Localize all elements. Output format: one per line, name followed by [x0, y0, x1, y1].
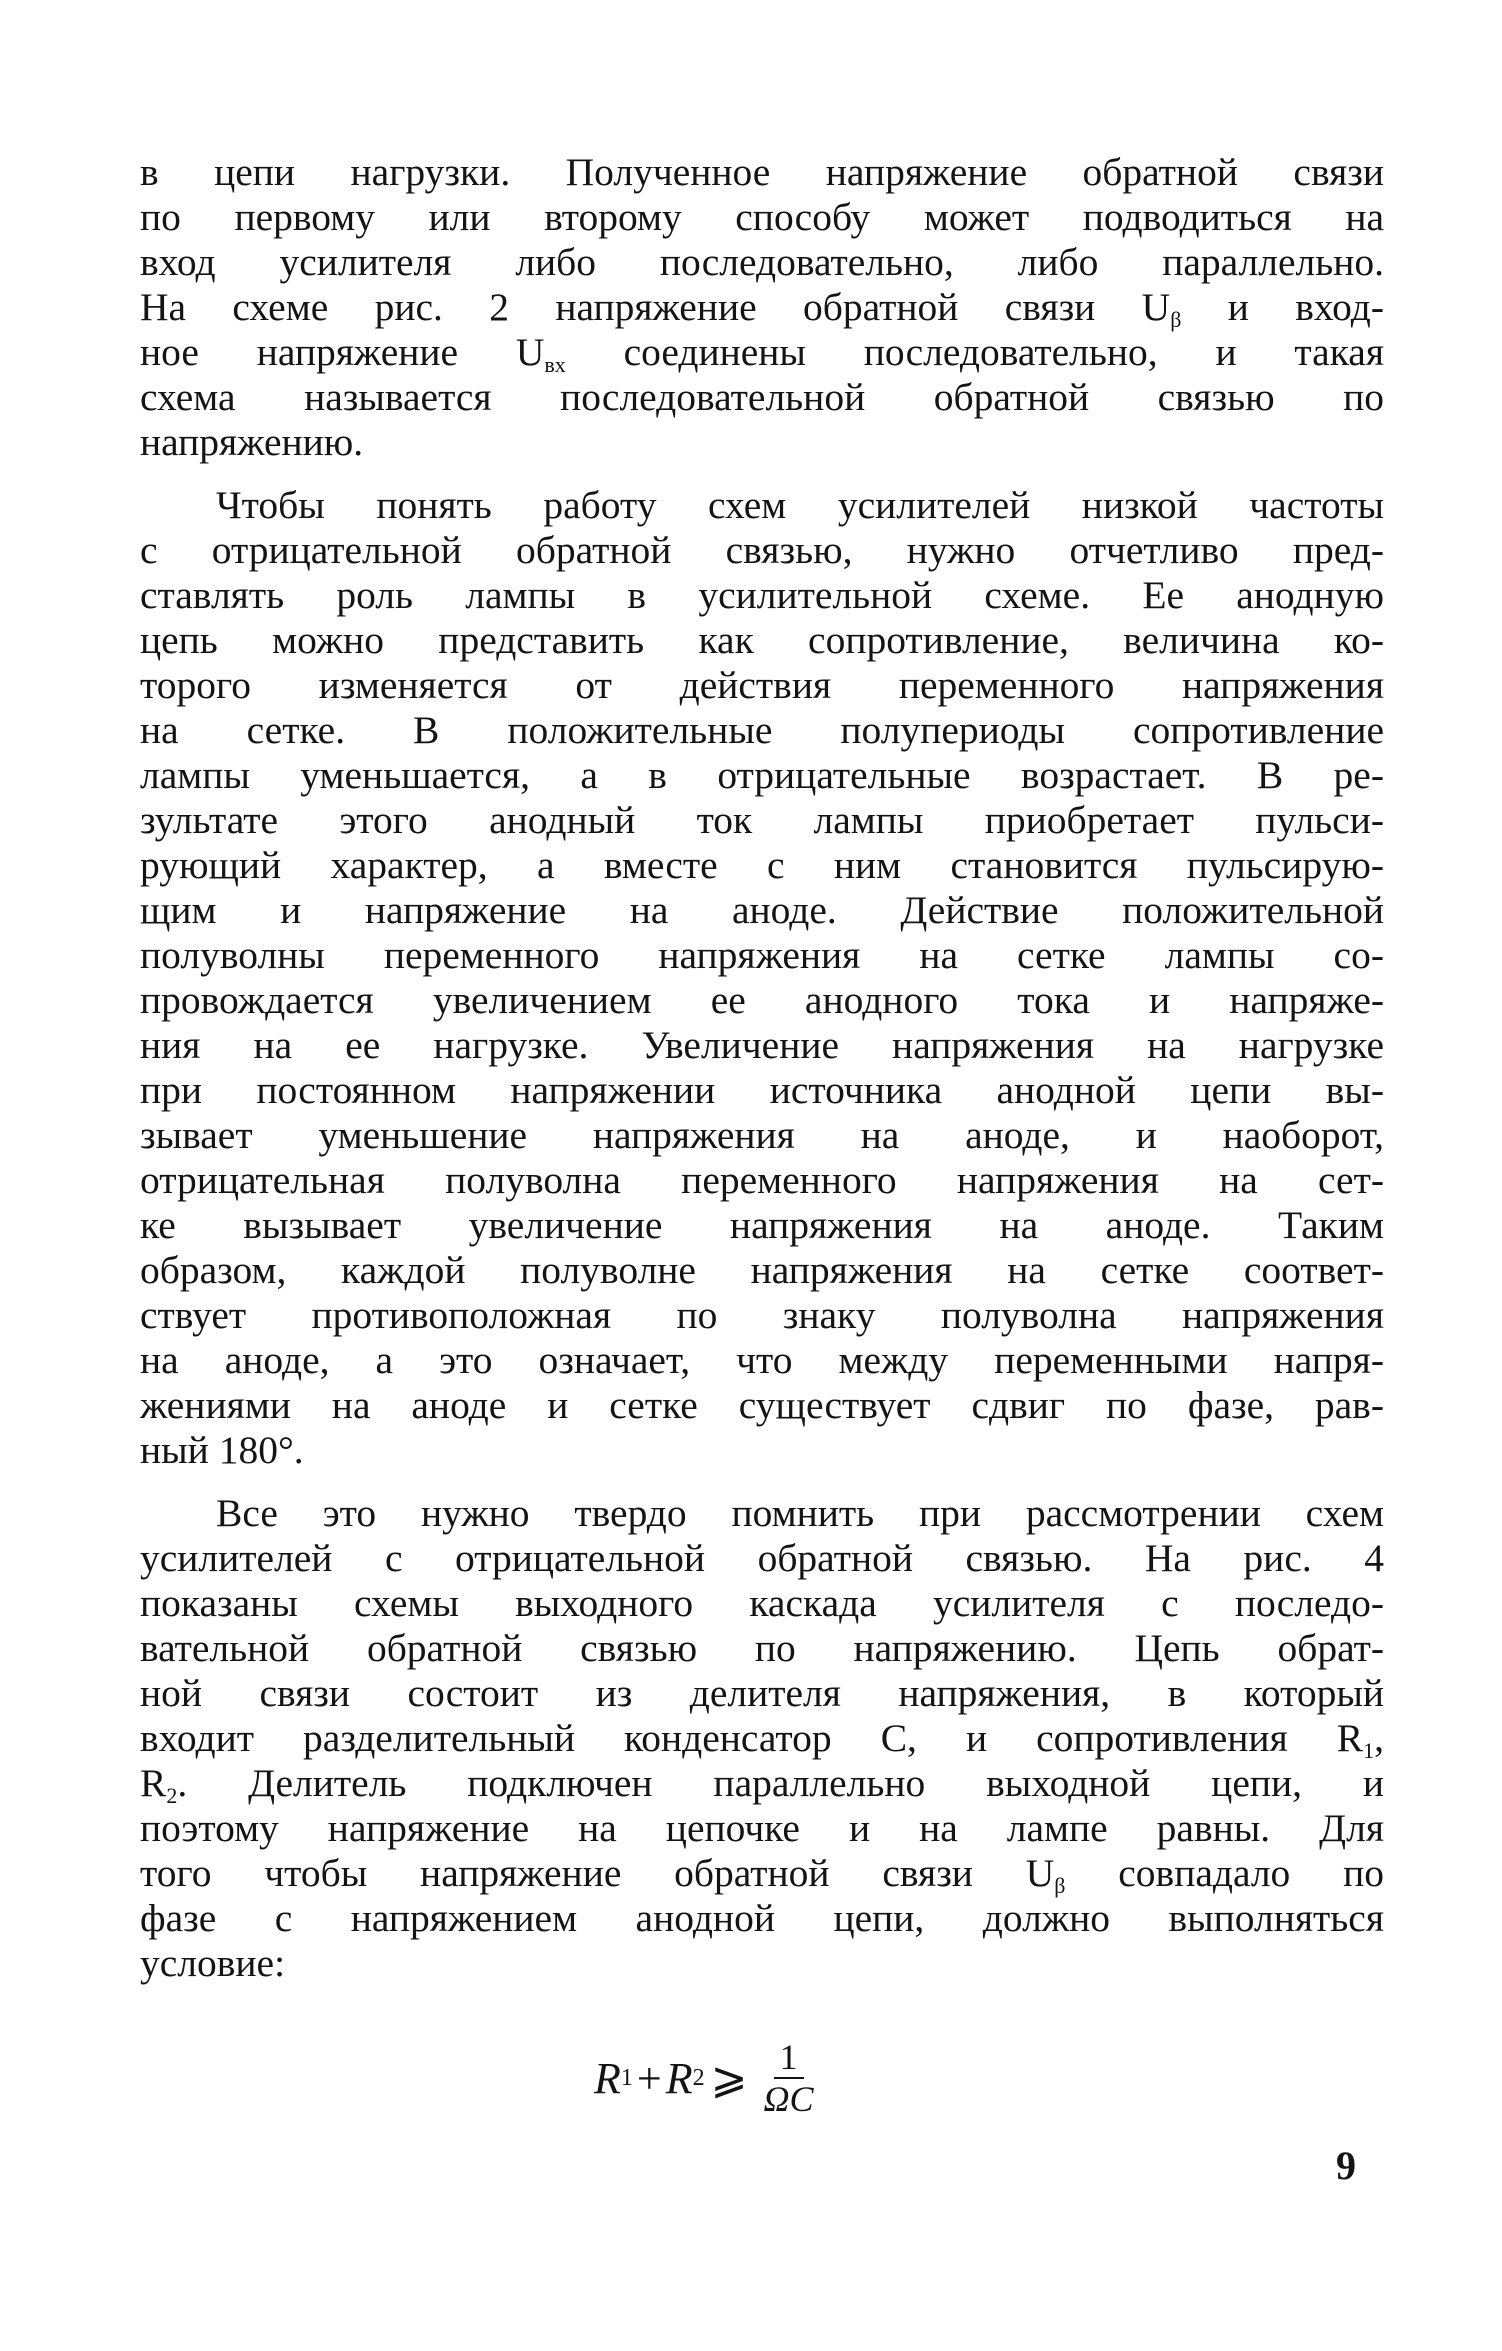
paragraph-3 — [140, 1491, 1384, 1986]
text-line — [140, 330, 1384, 375]
body-text — [140, 150, 1384, 2004]
condition-formula — [594, 2038, 894, 2118]
formula-plus: + — [636, 2053, 662, 2103]
text-line: торого изменяется от действия переменного напряжения — [140, 663, 1384, 707]
subscript-2: 2 — [166, 1783, 178, 1808]
line-tail: соединены последовательно, и такая — [565, 330, 1385, 374]
text-line: полуволны переменного напряжения на сетке лампы со- — [140, 933, 1384, 977]
subscript-beta: β — [1170, 307, 1182, 332]
line-tail: , — [1374, 1716, 1384, 1760]
text-line: Все это нужно твердо помнить при рассмотрении схем — [216, 1491, 1384, 1535]
text-line: при постоянном напряжении источника анодной цепи вы- — [140, 1068, 1384, 1112]
text-line: усилителей с отрицательной обратной связью. На рис. 4 — [140, 1536, 1384, 1580]
text-line: по первому или второму способу может подводиться на — [140, 195, 1384, 239]
subscript-1: 1 — [1363, 1738, 1375, 1763]
line-text: ное напряжение U — [140, 330, 545, 374]
text-line: напряжению. — [140, 420, 364, 464]
text-line: лампы уменьшается, а в отрицательные возрастает. В ре- — [140, 753, 1384, 797]
text-line — [140, 1761, 1384, 1806]
text-line: вательной обратной связью по напряжению. Цепь обрат- — [140, 1626, 1384, 1670]
text-line: поэтому напряжение на цепочке и на лампе равны. Для — [140, 1806, 1384, 1850]
text-line: на сетке. В положительные полупериоды сопротивление — [140, 708, 1384, 752]
line-text: R — [140, 1761, 167, 1805]
text-line: рующий характер, а вместе с ним становится пульсирую- — [140, 843, 1384, 887]
text-line: на аноде, а это означает, что между переменными напря- — [140, 1338, 1384, 1382]
formula-numerator: 1 — [774, 2037, 804, 2079]
text-line: условие: — [140, 1941, 286, 1985]
text-line: ке вызывает увеличение напряжения на аноде. Таким — [140, 1203, 1384, 1247]
text-line: в цепи нагрузки. Полученное напряжение обратной связи — [140, 150, 1384, 194]
text-line — [140, 285, 1384, 330]
formula-fraction — [763, 2037, 813, 2119]
line-tail: и вход- — [1181, 285, 1384, 329]
line-text: входит разделительный конденсатор C, и сопротивления R — [140, 1716, 1364, 1760]
text-line: ный 180°. — [140, 1428, 304, 1472]
text-line: ставлять роль лампы в усилительной схеме. Ее анодную — [140, 573, 1384, 617]
formula-r1: R — [594, 2053, 621, 2103]
text-line: жениями на аноде и сетке существует сдвиг по фазе, рав- — [140, 1383, 1384, 1427]
text-line — [140, 1851, 1384, 1896]
text-line: ствует противоположная по знаку полуволна напряжения — [140, 1293, 1384, 1337]
text-line: ния на ее нагрузке. Увеличение напряжения на нагрузке — [140, 1023, 1384, 1067]
formula-r1-sub: 1 — [620, 2064, 633, 2091]
subscript-vx: вх — [544, 352, 566, 377]
line-text: На схеме рис. 2 напряжение обратной связи U — [140, 285, 1171, 329]
text-line: схема называется последовательной обратной связью по — [140, 375, 1384, 419]
text-line: образом, каждой полуволне напряжения на сетке соответ- — [140, 1248, 1384, 1292]
text-line: с отрицательной обратной связью, нужно отчетливо пред- — [140, 528, 1384, 572]
text-line: вход усилителя либо последовательно, либо параллельно. — [140, 240, 1384, 284]
text-line: показаны схемы выходного каскада усилителя с последо- — [140, 1581, 1384, 1625]
paragraph-2 — [140, 483, 1384, 1473]
text-line: щим и напряжение на аноде. Действие положительной — [140, 888, 1384, 932]
formula-r2-sub: 2 — [692, 2064, 705, 2091]
text-line: цепь можно представить как сопротивление, величина ко- — [140, 618, 1384, 662]
formula-denominator: ΩC — [763, 2079, 814, 2119]
text-line: отрицательная полуволна переменного напряжения на сет- — [140, 1158, 1384, 1202]
text-line — [140, 1716, 1384, 1761]
formula-r2: R — [665, 2053, 693, 2103]
paragraph-1 — [140, 150, 1384, 465]
line-tail: совпадало по — [1065, 1851, 1384, 1895]
text-line: Чтобы понять работу схем усилителей низкой частоты — [216, 483, 1384, 527]
text-line: зультате этого анодный ток лампы приобретает пульси- — [140, 798, 1384, 842]
text-line: фазе с напряжением анодной цепи, должно выполняться — [140, 1896, 1384, 1940]
text-line: провождается увеличением ее анодного тока и напряже- — [140, 978, 1384, 1022]
page-number: 9 — [1336, 2143, 1356, 2188]
text-line: ной связи состоит из делителя напряжения, в который — [140, 1671, 1384, 1715]
line-tail: . Делитель подключен параллельно выходной цепи, и — [177, 1761, 1384, 1805]
formula-geq: ⩾ — [710, 2053, 748, 2103]
line-text: того чтобы напряжение обратной связи U — [140, 1851, 1055, 1895]
text-line: зывает уменьшение напряжения на аноде, и наоборот, — [140, 1113, 1384, 1157]
subscript-beta: β — [1054, 1873, 1066, 1898]
